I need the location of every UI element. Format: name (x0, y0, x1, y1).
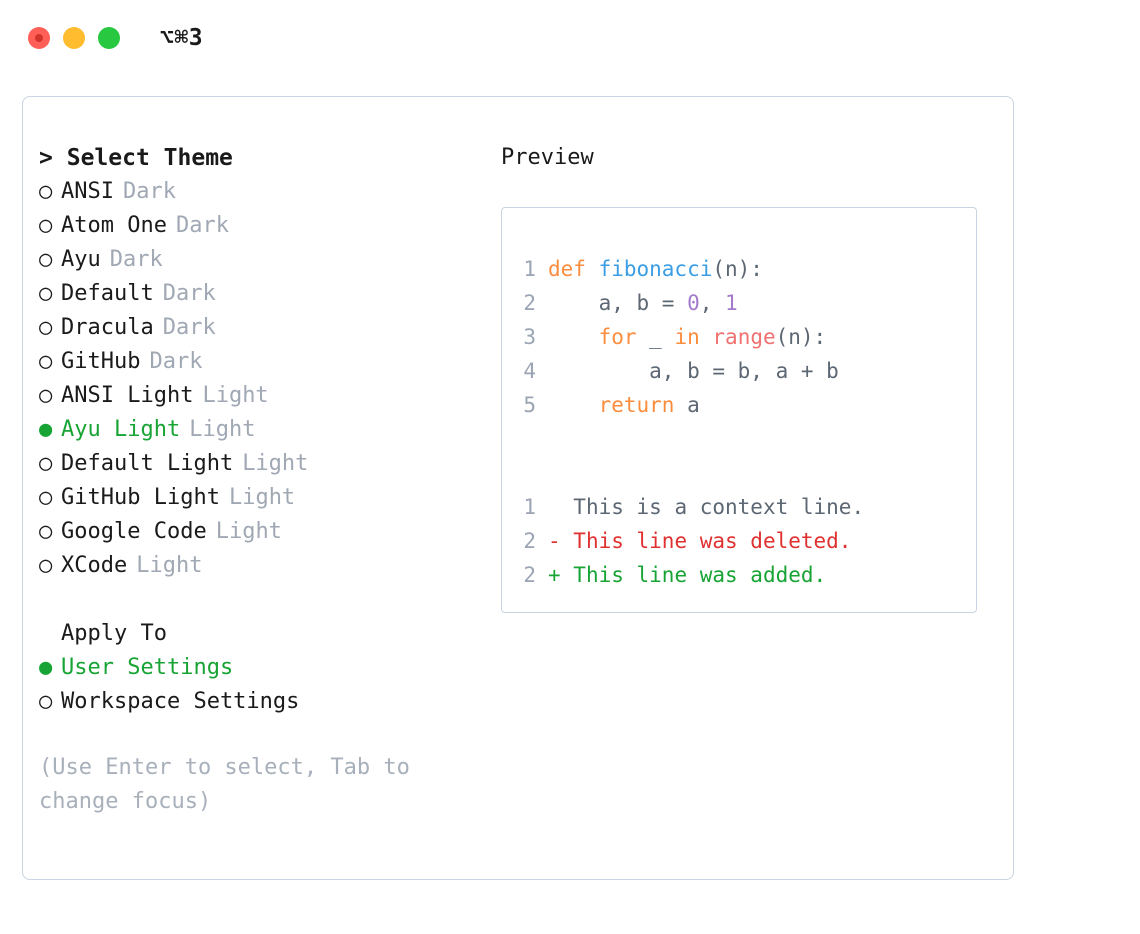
code-token: _ (636, 325, 675, 349)
window-title-shortcut: ⌥⌘3 (160, 25, 204, 51)
radio-icon: ○ (39, 213, 53, 238)
theme-item-default-dark[interactable] (39, 277, 479, 311)
line-number: 2 (523, 291, 536, 315)
diff-marker: + (548, 563, 574, 587)
close-button[interactable] (28, 27, 50, 49)
theme-item-variant: Dark (162, 281, 216, 306)
code-token: fibonacci (598, 257, 713, 281)
panel-content (23, 97, 1013, 879)
line-number: 2 (523, 563, 536, 587)
minimize-button[interactable] (63, 27, 85, 49)
radio-selected-icon: ● (39, 655, 53, 680)
code-token: range (712, 325, 776, 349)
radio-icon: ○ (39, 485, 53, 510)
window-controls (28, 27, 120, 49)
theme-item-label: ANSI (61, 179, 114, 204)
maximize-button[interactable] (98, 27, 120, 49)
theme-item-label: Default Light (61, 451, 234, 476)
diff-line-added (502, 558, 976, 592)
theme-item-label: Ayu Light (61, 417, 181, 442)
apply-to-workspace-settings[interactable] (39, 685, 479, 719)
line-number: 2 (523, 529, 536, 553)
code-token: a (674, 393, 700, 417)
caret-icon: > (39, 145, 53, 171)
code-token: in (674, 325, 700, 349)
radio-icon: ○ (39, 451, 53, 476)
radio-icon: ○ (39, 247, 53, 272)
radio-icon: ○ (39, 349, 53, 374)
theme-item-label: GitHub (61, 349, 141, 374)
theme-item-default-light[interactable] (39, 447, 479, 481)
line-number: 1 (523, 495, 536, 519)
apply-to-title: Apply To (61, 621, 167, 646)
code-line (502, 252, 976, 286)
theme-item-github-dark[interactable] (39, 345, 479, 379)
radio-icon: ○ (39, 553, 53, 578)
preview-column (501, 141, 1001, 613)
theme-list (39, 175, 479, 583)
code-line (502, 388, 976, 422)
code-line (502, 354, 976, 388)
diff-text: This line was deleted. (573, 529, 852, 553)
theme-item-github-light[interactable] (39, 481, 479, 515)
theme-item-label: Atom One (61, 213, 167, 238)
radio-icon: ○ (39, 281, 53, 306)
radio-icon: ○ (39, 519, 53, 544)
select-theme-heading-label: Select Theme (66, 145, 233, 171)
code-token (548, 388, 599, 422)
code-token: a, b = (548, 291, 688, 315)
keyboard-hint: (Use Enter to select, Tab to change focus) (39, 755, 410, 814)
theme-item-variant: Dark (149, 349, 203, 374)
code-token: return (598, 393, 675, 417)
theme-item-label: ANSI Light (61, 383, 194, 408)
theme-item-variant: Dark (109, 247, 163, 272)
code-token: , (699, 291, 726, 315)
title-bar (0, 0, 1140, 76)
theme-item-label: XCode (61, 553, 128, 578)
diff-text: This line was added. (573, 563, 827, 587)
code-token: a, b = b, a + b (548, 359, 839, 383)
radio-icon: ○ (39, 315, 53, 340)
theme-item-ansi-dark[interactable] (39, 175, 479, 209)
line-number: 1 (523, 257, 536, 281)
code-blank-line (502, 422, 976, 456)
select-theme-heading (39, 141, 479, 175)
code-token: (n): (775, 325, 827, 349)
code-token: for (598, 325, 637, 349)
theme-selector-column (39, 141, 479, 819)
code-blank-line (502, 456, 976, 490)
apply-to-label: Workspace Settings (61, 689, 300, 714)
radio-icon: ○ (39, 383, 53, 408)
theme-item-variant: Light (215, 519, 282, 544)
code-token: 1 (725, 291, 738, 315)
theme-item-xcode[interactable] (39, 549, 479, 583)
theme-item-label: Ayu (61, 247, 101, 272)
theme-item-variant: Dark (175, 213, 229, 238)
code-token: (n): (712, 257, 763, 281)
theme-item-ayu-dark[interactable] (39, 243, 479, 277)
code-token: def (548, 257, 599, 281)
code-line (502, 286, 976, 320)
diff-line-deleted (502, 524, 976, 558)
diff-text: This is a context line. (573, 495, 865, 519)
line-number: 4 (523, 359, 536, 383)
theme-item-variant: Light (228, 485, 296, 510)
theme-item-variant: Dark (122, 179, 176, 204)
theme-item-label: Dracula (61, 315, 154, 340)
theme-item-label: GitHub Light (61, 485, 220, 510)
line-number: 5 (523, 393, 536, 417)
radio-icon: ○ (39, 179, 53, 204)
code-token: 0 (687, 291, 700, 315)
theme-item-variant: Light (189, 417, 256, 442)
theme-item-ayu-light[interactable] (39, 413, 479, 447)
code-line (502, 320, 976, 354)
theme-item-variant: Dark (162, 315, 216, 340)
theme-item-variant: Light (242, 451, 309, 476)
theme-item-dracula-dark[interactable] (39, 311, 479, 345)
diff-marker (548, 490, 573, 524)
code-token (548, 320, 599, 354)
apply-to-label: User Settings (61, 655, 234, 680)
theme-item-label: Google Code (61, 519, 207, 544)
theme-item-ansi-light[interactable] (39, 379, 479, 413)
apply-to-user-settings[interactable] (39, 651, 479, 685)
theme-item-atom-one-dark[interactable] (39, 209, 479, 243)
theme-item-google-code[interactable] (39, 515, 479, 549)
preview-label: Preview (501, 145, 594, 170)
theme-item-variant: Light (202, 383, 269, 408)
radio-selected-icon: ● (39, 417, 53, 442)
preview-box (501, 207, 977, 613)
radio-icon: ○ (39, 689, 53, 714)
theme-item-variant: Light (136, 553, 203, 578)
main-panel (22, 96, 1014, 880)
theme-item-label: Default (61, 281, 154, 306)
line-number: 3 (523, 325, 536, 349)
diff-marker: - (548, 529, 574, 553)
apply-to-section (39, 617, 479, 719)
code-token (700, 320, 713, 354)
diff-line-context (502, 490, 976, 524)
